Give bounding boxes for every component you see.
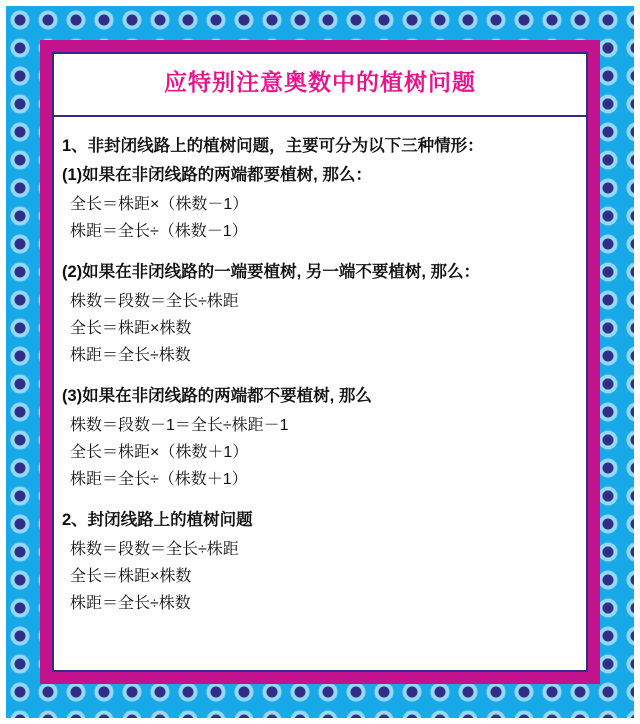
formula: 株距＝全长÷（株数＋1） <box>70 471 248 488</box>
spacer <box>62 369 578 383</box>
case-label: (1)如果在非闭线路的两端都要植树, 那么： <box>62 166 372 184</box>
case-label: (3)如果在非闭线路的两端都不要植树, 那么 <box>62 387 372 405</box>
formula: 株数＝段数＝全长÷株距 <box>70 293 239 310</box>
section-heading: 1、非封闭线路上的植树问题，主要可分为以下三种情形： <box>62 137 484 155</box>
formula: 全长＝株距×株数 <box>70 568 192 585</box>
case-label: (2)如果在非闭线路的一端要植树, 另一端不要植树, 那么： <box>62 263 481 281</box>
poster-content <box>62 58 578 672</box>
formula: 株数＝段数－1＝全长÷株距－1 <box>70 417 289 434</box>
formula: 株数＝段数＝全长÷株距 <box>70 541 239 558</box>
formula: 全长＝株距×株数 <box>70 320 192 337</box>
spacer <box>62 245 578 259</box>
formula: 全长＝株距×（株数－1） <box>70 196 249 213</box>
title-divider <box>54 115 586 117</box>
section-heading: 2、封闭线路上的植树问题 <box>62 511 253 529</box>
formula: 株距＝全长÷株数 <box>70 595 191 612</box>
formula: 株距＝全长÷株数 <box>70 347 191 364</box>
formula: 全长＝株距×（株数＋1） <box>70 444 249 461</box>
page-title: 应特别注意奥数中的植树问题 <box>164 69 476 95</box>
formula: 株距＝全长÷（株数－1） <box>70 223 248 240</box>
spacer <box>62 493 578 507</box>
